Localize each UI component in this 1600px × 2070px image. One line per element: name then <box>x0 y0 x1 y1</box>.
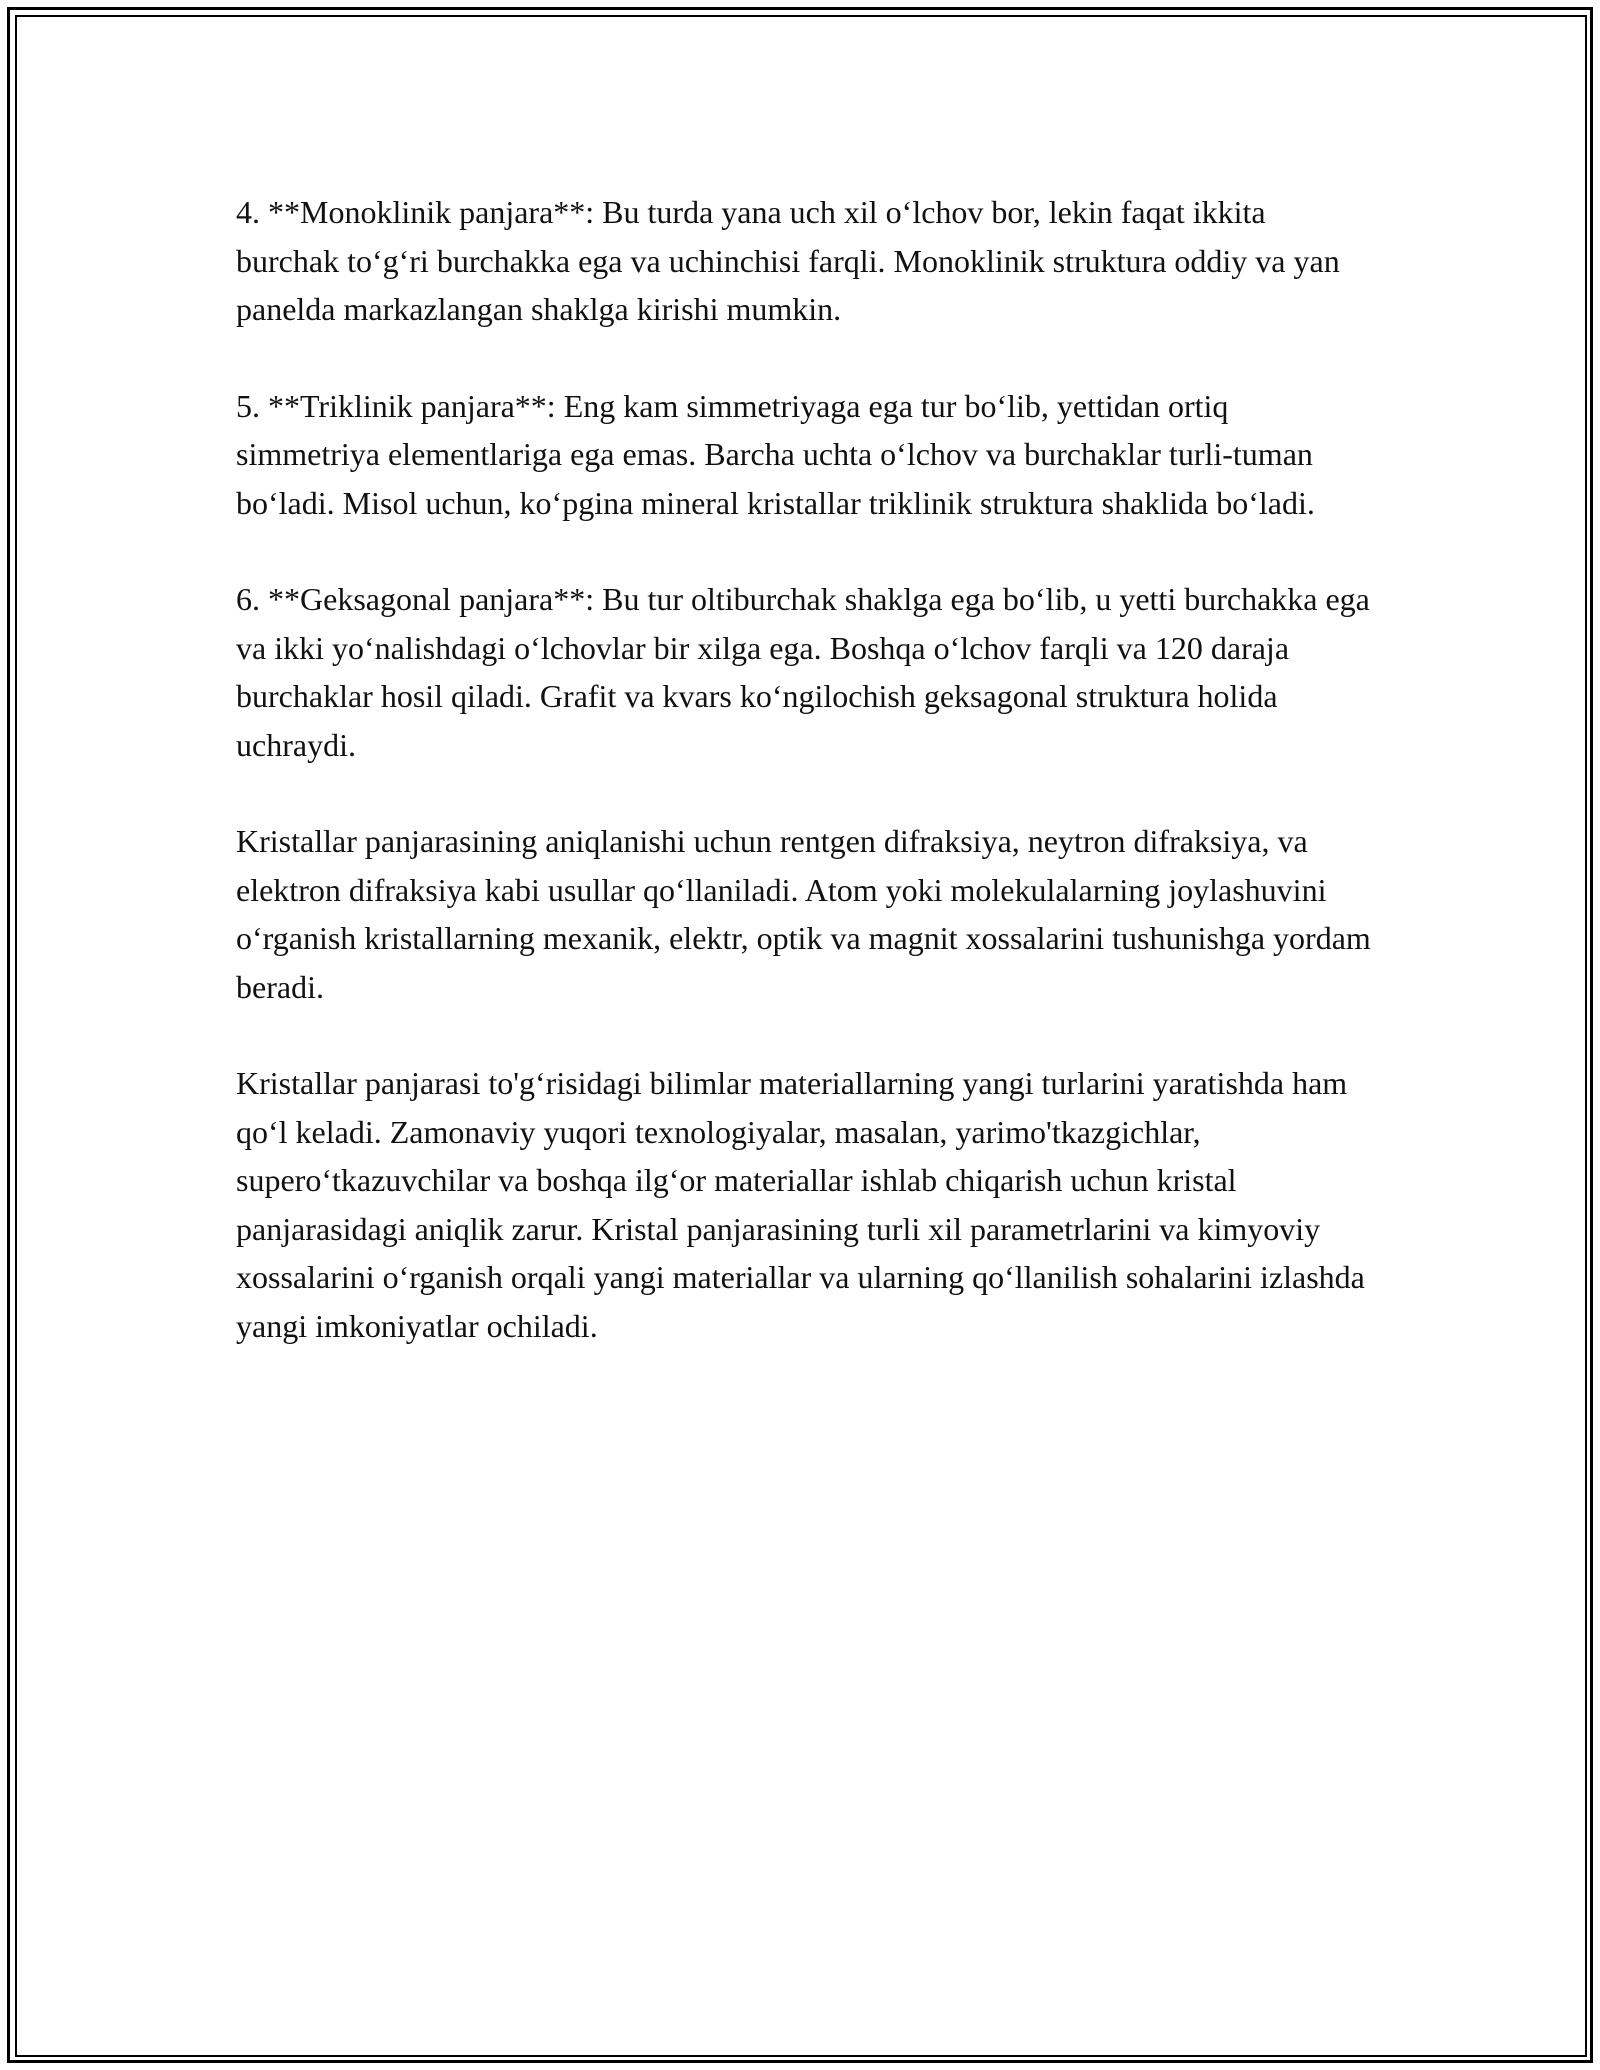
paragraph-geksagonal: 6. **Geksagonal panjara**: Bu tur oltiburchak shaklga ega bo‘lib, u yetti burchakka ega va ikki yo‘nalishdagi o‘lchovlar bir xilga ega. Boshqa o‘lchov farqli va 120 daraja burchaklar hosil qiladi. Grafit va kvars ko‘ngilochish geksagonal struktura holida uchraydi. <box>236 581 1370 763</box>
paragraph-aniqlash-usullari: Kristallar panjarasining aniqlanishi uchun rentgen difraksiya, neytron difraksiya, va elektron difraksiya kabi usullar qo‘llaniladi. Atom yoki molekulalarning joylashuvini o‘rganish kristallarning mexanik, elektr, optik va magnit xossalarini tushunishga yordam beradi. <box>236 823 1371 1005</box>
paragraph-yangi-materiallar: Kristallar panjarasi to'g‘risidagi bilimlar materiallarning yangi turlarini yaratishda ham qo‘l keladi. Zamonaviy yuqori texnologiyalar, masalan, yarimo'tkazgichlar, supero‘tkazuvchilar va boshqa ilg‘or materiallar ishlab chiqarish uchun kristal panjarasidagi aniqlik zarur. Kristal panjarasining turli xil parametrlarini va kimyoviy xossalarini o‘rganish orqali yangi materiallar va ularning qo‘llanilish sohalarini izlashda yangi imkoniyatlar ochiladi. <box>236 1065 1365 1344</box>
paragraph-triklinik: 5. **Triklinik panjara**: Eng kam simmetriyaga ega tur bo‘lib, yettidan ortiq simmetriya elementlariga ega emas. Barcha uchta o‘lchov va burchaklar turli-tuman bo‘ladi. Misol uchun, ko‘pgina mineral kristallar triklinik struktura shaklida bo‘ladi. <box>236 387 1315 521</box>
document-body <box>236 188 1376 1398</box>
paragraph-monoklinik: 4. **Monoklinik panjara**: Bu turda yana uch xil o‘lchov bor, lekin faqat ikkita burchak to‘g‘ri burchakka ega va uchinchisi farqli. Monoklinik struktura oddiy va yan panelda markazlangan shaklga kirishi mumkin. <box>236 194 1340 327</box>
